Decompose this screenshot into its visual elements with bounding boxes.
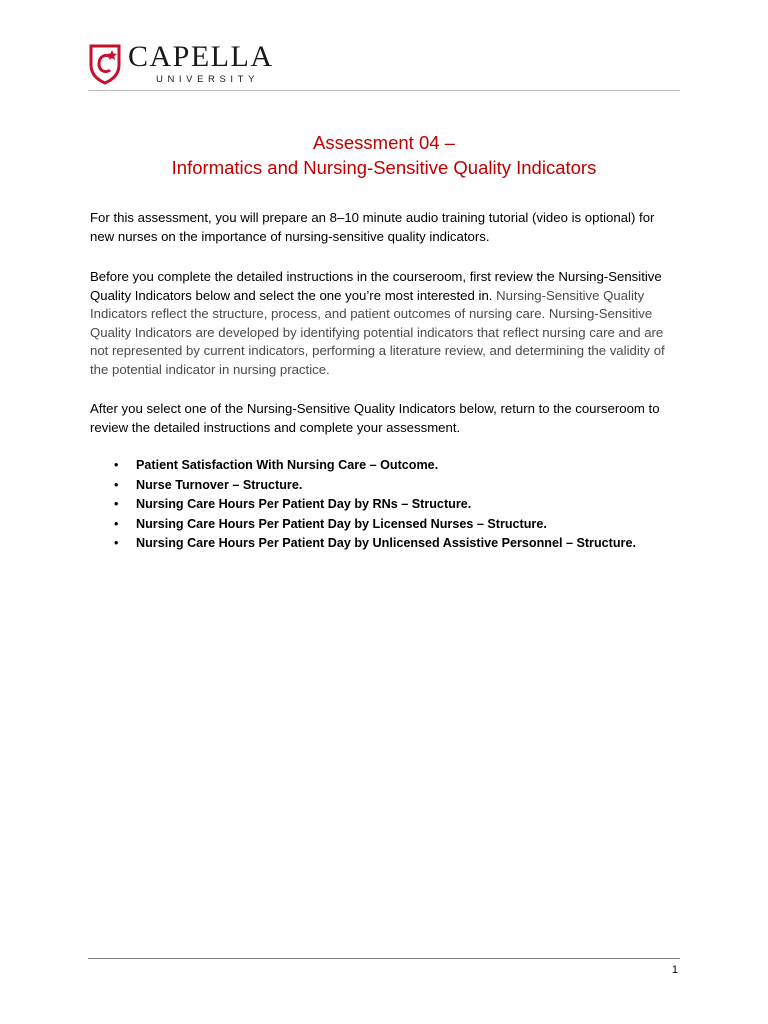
indicator-definition: Nursing-Sensitive Quality Indicators reflect the structure, process, and patient outcomes of nursing care. Nursing-Sensitive Quality Indicators are developed by identifying potential indicators that reflect nursing care and are not represented by current indicators, performing a literature review, and determining the validity of the potential indicator in nursing practice. xyxy=(90,287,665,377)
indicator-list xyxy=(90,456,680,554)
bullet-icon: • xyxy=(114,477,119,492)
indicator-label: Nursing Care Hours Per Patient Day by Unlicensed Assistive Personnel – Structure. xyxy=(136,536,636,551)
list-item xyxy=(90,515,680,535)
list-item xyxy=(90,456,680,476)
bullet-icon: • xyxy=(114,497,119,512)
footer-divider xyxy=(88,958,680,959)
page-number: 1 xyxy=(671,964,678,976)
bullet-icon: • xyxy=(114,458,119,472)
title-line-1: Assessment 04 – xyxy=(313,132,455,153)
list-item xyxy=(90,476,680,496)
review-paragraph xyxy=(90,268,680,380)
indicator-label: Nursing Care Hours Per Patient Day by Licensed Nurses – Structure. xyxy=(136,516,547,531)
bullet-icon: • xyxy=(114,536,119,551)
indicator-label: Nurse Turnover – Structure. xyxy=(136,477,303,492)
title-line-2: Informatics and Nursing-Sensitive Quality Indicators xyxy=(171,157,597,178)
list-item xyxy=(90,495,680,515)
logo-subtitle: UNIVERSITY xyxy=(156,74,260,85)
capella-shield-icon xyxy=(88,43,122,85)
indicator-label: Patient Satisfaction With Nursing Care – Outcome. xyxy=(136,458,439,472)
university-logo xyxy=(88,42,274,85)
page-title xyxy=(88,130,680,180)
next-steps-paragraph: After you select one of the Nursing-Sensitive Quality Indicators below, return to the courseroom to review the detailed instructions and complete your assessment. xyxy=(90,401,660,435)
list-item xyxy=(90,534,680,554)
logo-name: CAPELLA xyxy=(128,40,274,73)
review-instruction: Before you complete the detailed instructions in the courseroom, first review the Nursing-Sensitive Quality Indicators below and select the one you’re most interested in. xyxy=(90,269,662,303)
indicator-label: Nursing Care Hours Per Patient Day by RNs – Structure. xyxy=(136,497,472,512)
bullet-icon: • xyxy=(114,516,119,531)
header-divider xyxy=(88,90,680,91)
intro-paragraph: For this assessment, you will prepare an 8–10 minute audio training tutorial (video is optional) for new nurses on the importance of nursing-sensitive quality indicators. xyxy=(90,210,655,244)
